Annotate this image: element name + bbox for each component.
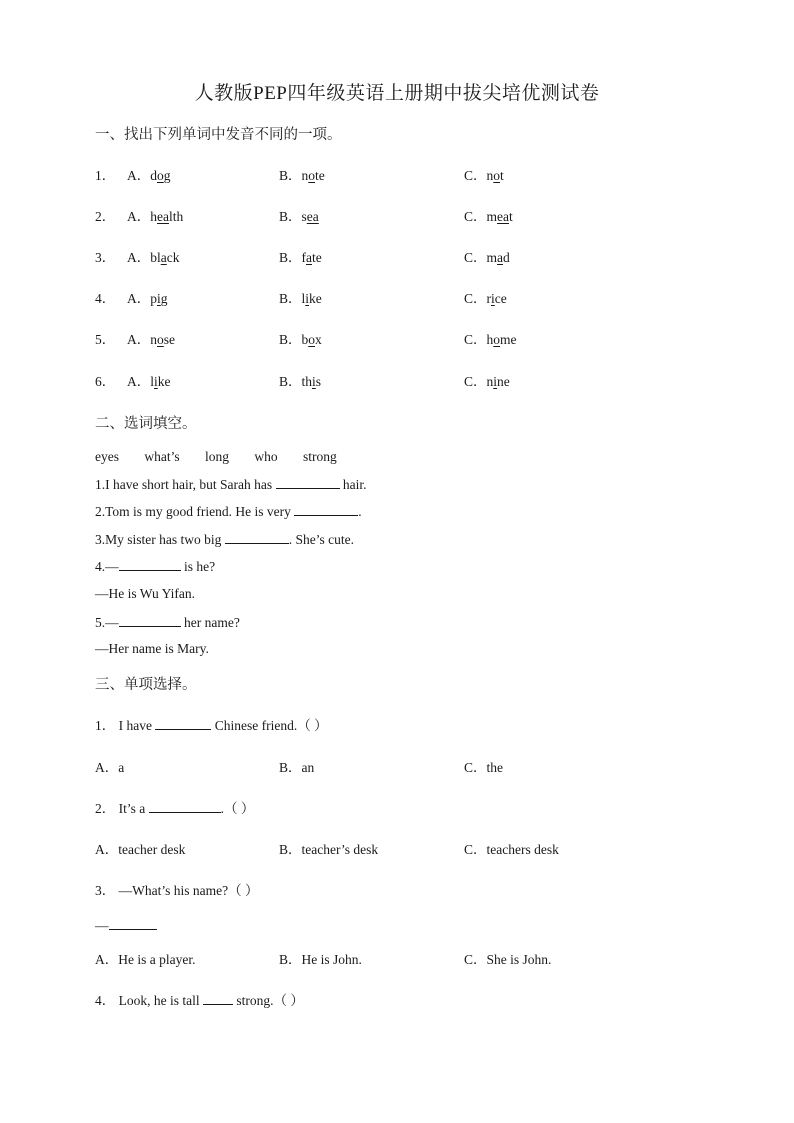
underlined-letters: i (493, 374, 498, 389)
underlined-letters: a (160, 250, 167, 265)
section-2-heading: 二、选词填空。 (95, 416, 197, 432)
option-c[interactable]: C．She is John. (464, 952, 552, 967)
question-number: 2． (95, 209, 116, 224)
answer-blank[interactable] (276, 476, 340, 489)
page-title: 人教版PEP四年级英语上册期中拔尖培优测试卷 (194, 83, 600, 104)
option-b[interactable]: B．like (279, 291, 322, 306)
choice-question-4: 4． Look, he is tall strong.（ ） (95, 993, 304, 1008)
fill-blank-1: 1.I have short hair, but Sarah has hair. (95, 477, 367, 492)
underlined-letters: o (308, 168, 316, 183)
underlined-letters: i (491, 291, 495, 306)
word-bank-item: strong (303, 449, 337, 464)
option-c[interactable]: C．the (464, 760, 503, 775)
question-number: 6． (95, 374, 116, 389)
option-b[interactable]: B．note (279, 168, 325, 183)
choice-question-3: 3． —What’s his name?（ ） (95, 883, 259, 898)
underlined-letters: o (157, 332, 164, 347)
section-3-heading: 三、单项选择。 (95, 677, 197, 693)
option-b[interactable]: B．this (279, 374, 322, 389)
answer-blank[interactable] (294, 503, 358, 516)
option-a[interactable]: A．He is a player. (95, 952, 196, 967)
word-bank-item: long (205, 449, 230, 464)
option-c[interactable]: C．rice (464, 291, 507, 306)
option-b[interactable]: B．fate (279, 250, 322, 265)
option-c[interactable]: C．meat (464, 209, 513, 224)
option-a[interactable]: A．health (127, 209, 184, 224)
underlined-letters: ea (157, 209, 169, 224)
underlined-letters: i (154, 374, 158, 389)
underlined-letters: a (497, 250, 504, 265)
answer-blank[interactable] (155, 717, 211, 730)
fill-blank-5: 5.— her name? (95, 615, 240, 630)
word-bank-item: who (254, 449, 278, 464)
underlined-letters: o (493, 168, 501, 183)
question-number: 5． (95, 332, 116, 347)
choice-question-3-answer: — (95, 917, 157, 934)
option-c[interactable]: C．not (464, 168, 504, 183)
option-b[interactable]: B．He is John. (279, 952, 362, 967)
fill-blank-3: 3.My sister has two big . She’s cute. (95, 532, 354, 547)
option-b[interactable]: B．box (279, 332, 322, 347)
fill-blank-2: 2.Tom is my good friend. He is very . (95, 504, 362, 519)
underlined-letters: a (306, 250, 312, 265)
answer-blank[interactable] (119, 614, 181, 627)
underlined-letters: i (312, 374, 316, 389)
underlined-letters: o (157, 168, 164, 183)
answer-blank[interactable] (109, 917, 157, 930)
underlined-letters: ea (306, 209, 319, 224)
underlined-letters: i (157, 291, 161, 306)
answer-blank[interactable] (149, 800, 221, 813)
option-a[interactable]: A．pig (127, 291, 168, 306)
fill-blank-4: 4.— is he? (95, 559, 216, 574)
underlined-letters: o (308, 332, 316, 347)
option-a[interactable]: A．dog (127, 168, 171, 183)
option-b[interactable]: B．sea (279, 209, 319, 224)
question-number: 3． (95, 250, 116, 265)
question-number: 1． (95, 168, 116, 183)
option-a[interactable]: A．like (127, 374, 171, 389)
answer-blank[interactable] (203, 992, 233, 1005)
choice-question-1: 1． I have Chinese friend.（ ） (95, 718, 328, 733)
answer-blank[interactable] (225, 531, 289, 544)
option-b[interactable]: B．an (279, 760, 315, 775)
option-a[interactable]: A．a (95, 760, 125, 775)
word-bank-item: eyes (95, 449, 119, 464)
question-number: 4． (95, 291, 116, 306)
underlined-letters: ea (497, 209, 509, 224)
option-a[interactable]: A．black (127, 250, 180, 265)
section-1-heading: 一、找出下列单词中发音不同的一项。 (95, 127, 342, 143)
option-a[interactable]: A．nose (127, 332, 175, 347)
fill-blank-4-answer: —He is Wu Yifan. (95, 586, 195, 601)
option-a[interactable]: A．teacher desk (95, 842, 186, 857)
word-bank (95, 449, 359, 465)
answer-blank[interactable] (119, 558, 181, 571)
choice-question-2: 2． It’s a .（ ） (95, 801, 255, 816)
option-c[interactable]: C．home (464, 332, 517, 347)
underlined-letters: o (493, 332, 501, 347)
option-b[interactable]: B．teacher’s desk (279, 842, 379, 857)
underlined-letters: i (305, 291, 310, 306)
option-c[interactable]: C．mad (464, 250, 510, 265)
option-c[interactable]: C．teachers desk (464, 842, 559, 857)
fill-blank-5-answer: —Her name is Mary. (95, 641, 209, 656)
option-c[interactable]: C．nine (464, 374, 510, 389)
word-bank-item: what’s (144, 449, 180, 464)
